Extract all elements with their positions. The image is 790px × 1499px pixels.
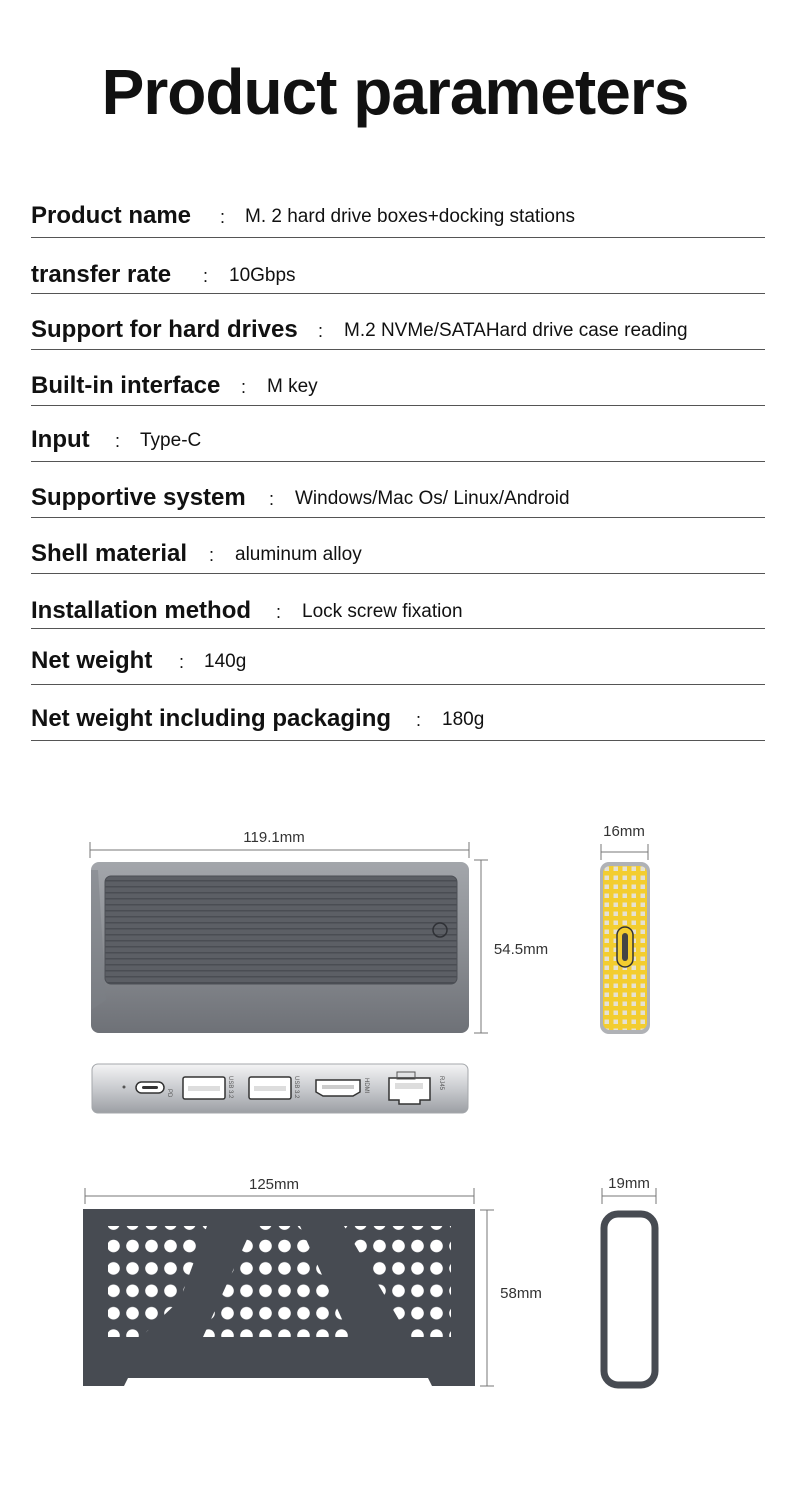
spec-separator: : bbox=[318, 321, 324, 341]
stand-depth-label: 19mm bbox=[608, 1175, 650, 1192]
spec-separator: : bbox=[220, 207, 226, 227]
spec-separator: : bbox=[203, 266, 209, 286]
spec-label: Built-in interface bbox=[31, 372, 221, 399]
port-label-hdmi: HDMI bbox=[363, 1078, 369, 1094]
spec-label: transfer rate bbox=[31, 261, 172, 288]
stand-height-label: 58mm bbox=[500, 1285, 542, 1302]
spec-value: 180g bbox=[442, 709, 485, 730]
device-end-view bbox=[600, 823, 650, 1034]
page-title: Product parameters bbox=[101, 56, 689, 128]
rj45-port-icon bbox=[389, 1078, 430, 1104]
spec-label: Net weight bbox=[31, 647, 153, 674]
port-label-usb-2: USB 3.2 bbox=[293, 1076, 299, 1099]
spec-separator: : bbox=[276, 602, 282, 622]
spec-label: Support for hard drives bbox=[31, 316, 298, 343]
port-label-usb-1: USB 3.2 bbox=[227, 1076, 233, 1099]
ribbed-panel bbox=[105, 876, 457, 984]
spec-label: Installation method bbox=[31, 597, 252, 624]
device-length-label: 119.1mm bbox=[243, 829, 305, 846]
spec-separator: : bbox=[416, 710, 422, 730]
spec-separator: : bbox=[115, 431, 121, 451]
stand-front-view bbox=[83, 1176, 542, 1386]
port-label-pd: PD bbox=[166, 1089, 172, 1098]
spec-separator: : bbox=[241, 377, 247, 397]
spec-value: 10Gbps bbox=[229, 265, 296, 286]
device-top-view bbox=[90, 829, 548, 1033]
spec-value: Type-C bbox=[140, 430, 202, 451]
spec-separator: : bbox=[269, 489, 275, 509]
spec-label: Net weight including packaging bbox=[31, 705, 392, 732]
indicator-led-icon bbox=[123, 1086, 126, 1089]
spec-label: Supportive system bbox=[31, 484, 246, 511]
device-port-side bbox=[92, 1064, 468, 1113]
spec-value: 140g bbox=[204, 651, 247, 672]
spec-separator: : bbox=[179, 652, 185, 672]
device-depth-label: 16mm bbox=[603, 823, 645, 840]
spec-separator: : bbox=[209, 545, 215, 565]
spec-label: Input bbox=[31, 426, 90, 453]
spec-value: Lock screw fixation bbox=[302, 601, 463, 622]
spec-value: M. 2 hard drive boxes+docking stations bbox=[245, 206, 576, 227]
port-label-rj45: RJ45 bbox=[438, 1076, 444, 1091]
spec-label: Product name bbox=[31, 202, 192, 229]
spec-value: M.2 NVMe/SATAHard drive case reading bbox=[344, 320, 688, 341]
spec-value: M key bbox=[267, 376, 318, 397]
spec-label: Shell material bbox=[31, 540, 188, 567]
spec-value: Windows/Mac Os/ Linux/Android bbox=[295, 488, 570, 509]
spec-value: aluminum alloy bbox=[235, 544, 362, 565]
stand-side-view bbox=[602, 1175, 656, 1385]
stand-length-label: 125mm bbox=[248, 1176, 300, 1193]
device-height-label: 54.5mm bbox=[493, 941, 549, 958]
stand-side-frame bbox=[604, 1214, 655, 1385]
